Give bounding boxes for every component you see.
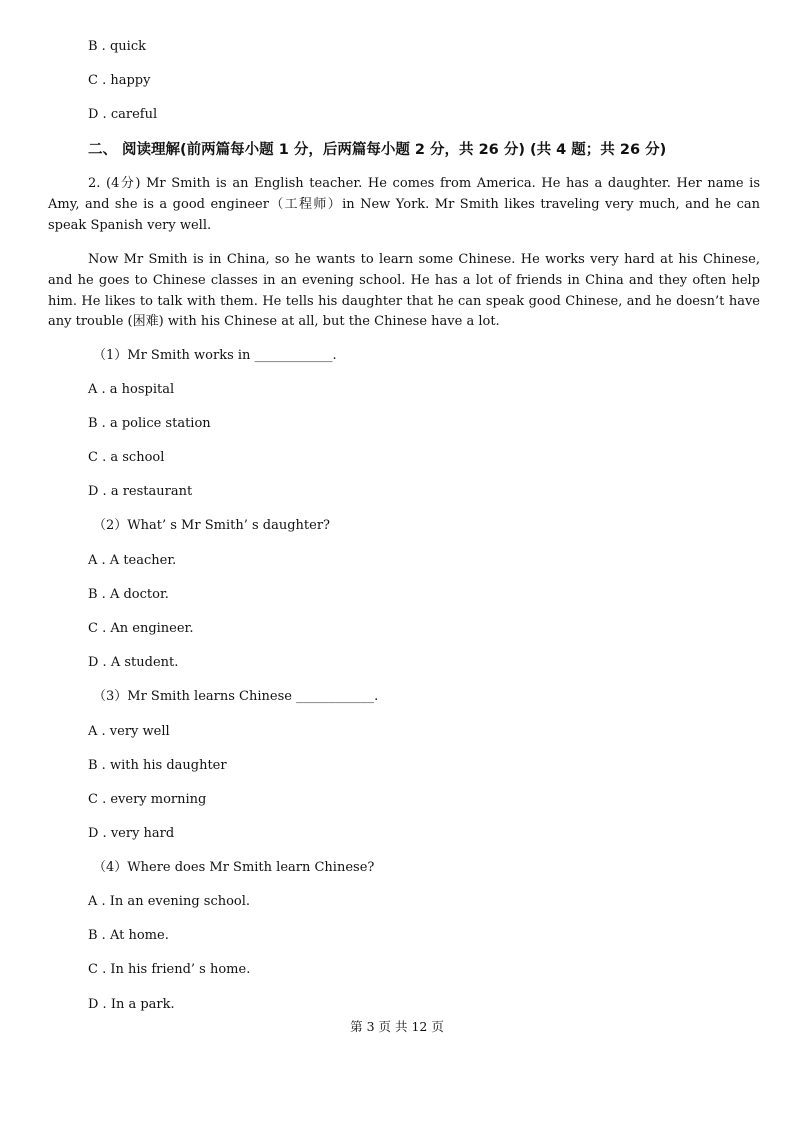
passage-paragraph-1 [48, 174, 760, 236]
option-text: An engineer. [110, 621, 194, 636]
option-letter: B . [88, 928, 106, 943]
q3-option-c [88, 791, 206, 808]
q4-option-d [88, 996, 175, 1013]
q2-option-a [88, 552, 176, 569]
option-letter: A . [88, 382, 106, 397]
option-text: A teacher. [109, 553, 177, 568]
q3-option-a [88, 723, 170, 740]
option-letter: B . [88, 587, 106, 602]
option-text: a restaurant [110, 484, 193, 499]
option-letter: B . [88, 39, 106, 54]
option-letter: C . [88, 450, 107, 465]
option-letter: D . [88, 655, 107, 670]
q2-option-b [88, 586, 169, 603]
q3-option-d [88, 825, 174, 842]
option-text: a hospital [109, 382, 175, 397]
prev-option-c [88, 72, 150, 89]
q1-option-c [88, 449, 164, 466]
q1-option-d [88, 483, 192, 500]
option-letter: D . [88, 484, 107, 499]
section-heading: 二、 阅读理解(前两篇每小题 1 分，后两篇每小题 2 分，共 26 分) (共 4 题；共 26 分) [88, 142, 667, 158]
prev-option-b [88, 38, 146, 55]
option-letter: C . [88, 73, 107, 88]
q4-option-c [88, 961, 250, 978]
question-4-stem: （4）Where does Mr Smith learn Chinese? [93, 860, 375, 875]
option-letter: B . [88, 416, 106, 431]
option-letter: D . [88, 826, 107, 841]
option-letter: A . [88, 724, 106, 739]
prev-option-d [88, 106, 157, 123]
passage-text: Now Mr Smith is in China, so he wants to learn some Chinese. He works very hard at his Chinese, and he goes to Chinese classes in an evening school. He has a lot of friends in China and they often help him. He likes to talk with them. He tells his daughter that he can speak good Chinese, and he doesn’t have any trouble (困难) with his Chinese at all, but the Chinese have a lot. [48, 252, 760, 330]
question-3-stem: （3）Mr Smith learns Chinese ____________. [93, 689, 379, 704]
question-2-stem: （2）What’ s Mr Smith’ s daughter? [93, 518, 331, 533]
option-text: quick [109, 39, 146, 54]
option-text: careful [110, 107, 158, 122]
option-text: very well [109, 724, 170, 739]
option-text: a police station [109, 416, 211, 431]
option-text: a school [110, 450, 165, 465]
option-text: very hard [110, 826, 175, 841]
option-text: with his daughter [109, 758, 227, 773]
passage-text: 2. (4分) Mr Smith is an English teacher. He comes from America. He has a daughter. Her name is Amy, and she is a good engineer（工程师）in New York. Mr Smith likes traveling very much, and he can speak Spanish very well. [48, 176, 760, 233]
option-letter: B . [88, 758, 106, 773]
option-text: every morning [110, 792, 207, 807]
q4-option-b [88, 927, 169, 944]
q2-option-d [88, 654, 178, 671]
option-text: A doctor. [109, 587, 169, 602]
option-text: In a park. [110, 997, 175, 1012]
option-text: happy [110, 73, 151, 88]
option-letter: A . [88, 894, 106, 909]
option-letter: D . [88, 107, 107, 122]
option-text: At home. [109, 928, 169, 943]
passage-paragraph-2 [48, 250, 760, 333]
option-text: In an evening school. [109, 894, 251, 909]
q1-option-b [88, 415, 211, 432]
q3-option-b [88, 757, 227, 774]
option-letter: A . [88, 553, 106, 568]
q4-option-a [88, 893, 250, 910]
option-letter: C . [88, 962, 107, 977]
q1-option-a [88, 381, 174, 398]
q2-option-c [88, 620, 193, 637]
option-letter: D . [88, 997, 107, 1012]
option-letter: C . [88, 621, 107, 636]
question-1-stem: （1）Mr Smith works in ____________. [93, 348, 337, 363]
option-text: A student. [110, 655, 179, 670]
option-letter: C . [88, 792, 107, 807]
page-number-footer: 第 3 页 共 12 页 [350, 1019, 444, 1034]
option-text: In his friend’ s home. [110, 962, 251, 977]
